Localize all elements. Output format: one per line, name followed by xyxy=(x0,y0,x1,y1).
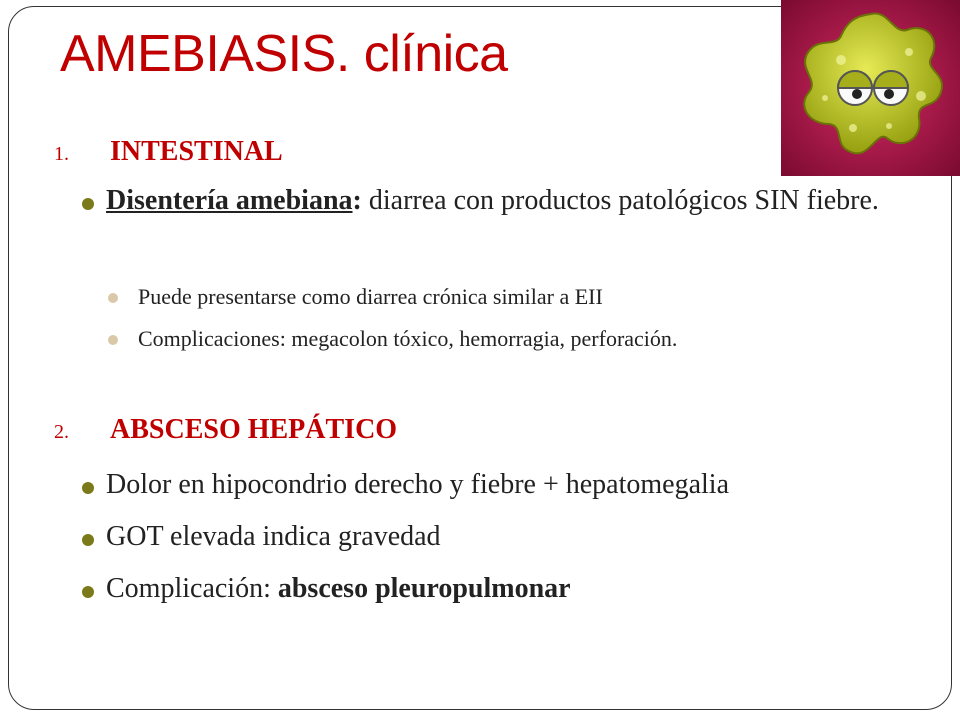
amoeba-cartoon-icon xyxy=(781,0,960,176)
bullet-complicacion: Complicación: absceso pleuropulmonar xyxy=(82,570,571,608)
bullet-dolor: Dolor en hipocondrio derecho y fiebre + hepatomegalia xyxy=(82,466,729,504)
section-number: 1. xyxy=(54,143,69,165)
section-absceso-hepatico xyxy=(54,414,397,446)
bullet-text: diarrea con productos patológicos SIN fiebre. xyxy=(361,185,879,216)
slide-title: AMEBIASIS. clínica xyxy=(60,25,508,83)
section-label: INTESTINAL xyxy=(110,136,283,167)
subbullet-cronica: Puede presentarse como diarrea crónica similar a EII xyxy=(108,282,603,312)
bullet-disenteria: Disentería amebiana: diarrea con productos patológicos SIN fiebre. xyxy=(82,182,912,220)
section-label: ABSCESO HEPÁTICO xyxy=(110,414,398,445)
section-number: 2. xyxy=(54,421,69,443)
subbullet-complicaciones: Complicaciones: megacolon tóxico, hemorragia, perforación. xyxy=(108,324,677,354)
complication-highlight: absceso pleuropulmonar xyxy=(277,573,571,604)
section-intestinal xyxy=(54,136,283,168)
bullet-got: GOT elevada indica gravedad xyxy=(82,518,441,556)
bullet-term: Disentería amebiana xyxy=(106,185,353,216)
